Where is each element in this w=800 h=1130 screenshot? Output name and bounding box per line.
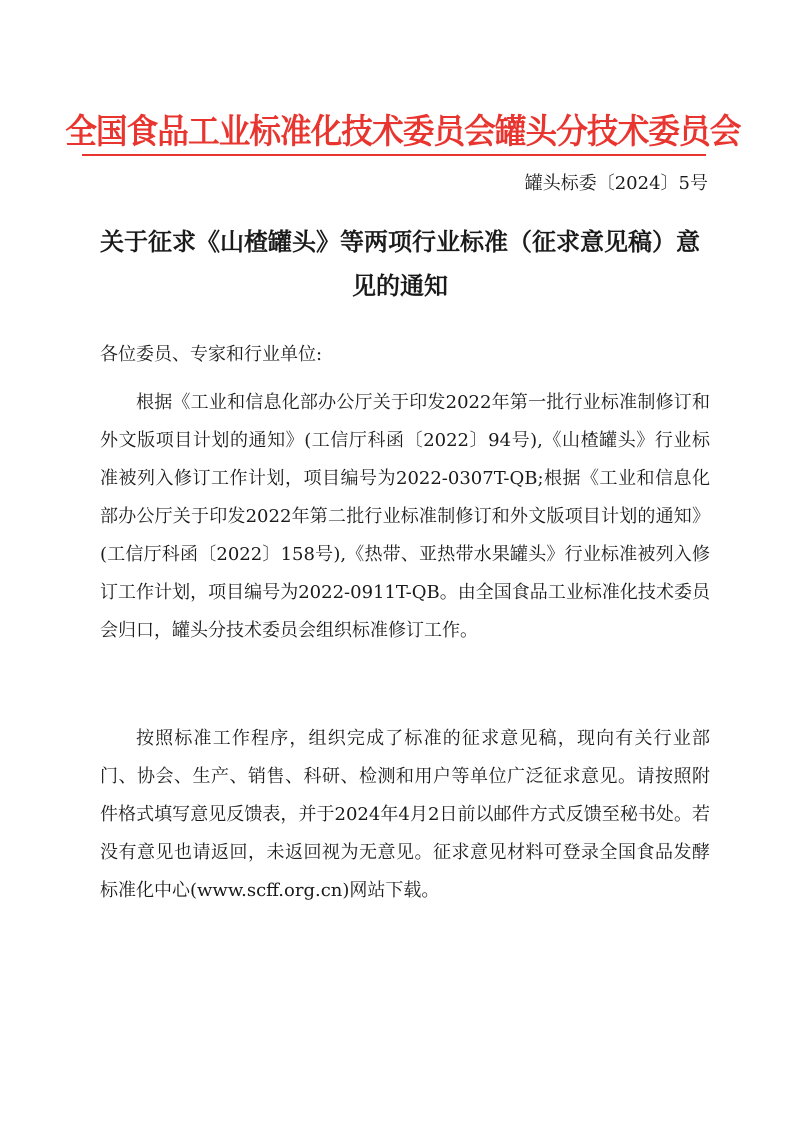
salutation: 各位委员、专家和行业单位: <box>100 344 323 365</box>
document-number: 罐头标委〔2024〕5号 <box>524 173 708 194</box>
body-paragraph-1: 根据《工业和信息化部办公厅关于印发2022年第一批行业标准制修订和外文版项目计划的通知》(工信厅科函〔2022〕94号),《山楂罐头》行业标准被列入修订工作计划，项目编号为2022-0307T-QB;根据《工业和信息化部办公厅关于印发2022年第二批行业标准制修订和外文版项目计划的通知》(工信厅科函〔2022〕158号),《热带、亚热带水果罐头》行业标准被列入修订工作计划，项目编号为2022-0911T-QB。由全国食品工业标准化技术委员会归口，罐头分技术委员会组织标准修订工作。 <box>100 392 710 641</box>
body-paragraph-2: 按照标准工作程序，组织完成了标准的征求意见稿，现向有关行业部门、协会、生产、销售、科研、检测和用户等单位广泛征求意见。请按照附件格式填写意见反馈表，并于2024年4月2日前以邮件方式反馈至秘书处。若没有意见也请返回，未返回视为无意见。征求意见材料可登录全国食品发酵标准化中心(www.scff.org.cn)网站下载。 <box>100 728 710 901</box>
letterhead-red-rule <box>82 154 706 156</box>
letterhead-org-name: 全国食品工业标准化技术委员会罐头分技术委员会 <box>65 112 741 152</box>
document-title: 关于征求《山楂罐头》等两项行业标准（征求意见稿）意见的通知 <box>100 228 700 300</box>
